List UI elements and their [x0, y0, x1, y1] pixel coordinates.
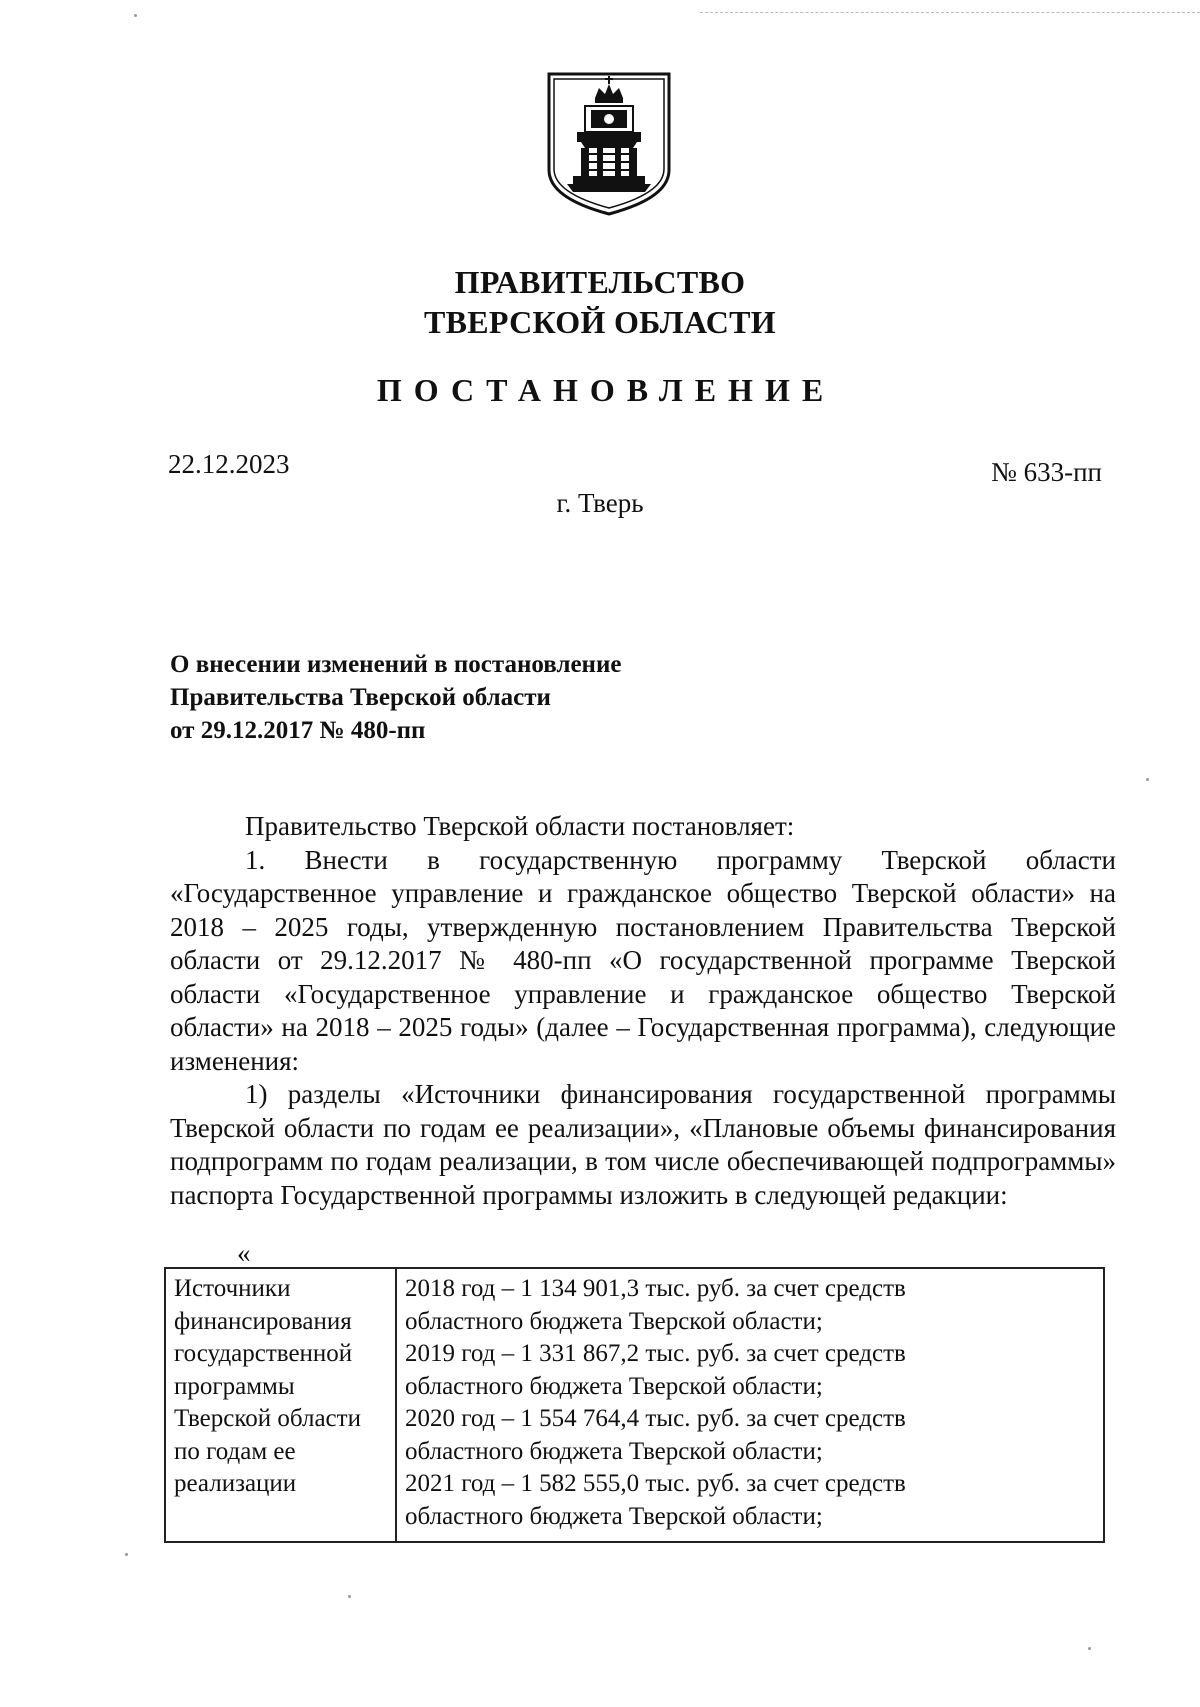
scan-speck [125, 1553, 128, 1556]
item-1-1-paragraph: 1) разделы «Источники финансирования государственной программы Тверской области по годам ее реализации», «Плановые объемы финансирования подпрограмм по годам реализации, в том числе обеспечивающей подпрограммы» паспорта Государственной программы изложить в следующей редакции: [170, 1079, 1116, 1210]
government-title-line1: ПРАВИТЕЛЬСТВО [454, 264, 746, 300]
value-line: 2018 год – 1 134 901,3 тыс. руб. за счет средств [405, 1275, 906, 1302]
value-line: 2021 год – 1 582 555,0 тыс. руб. за счет средств [405, 1470, 906, 1497]
label-line: государственной [174, 1340, 353, 1367]
value-line: 2019 год – 1 331 867,2 тыс. руб. за счет средств [405, 1340, 906, 1367]
scan-speck [134, 14, 137, 17]
value-line: областного бюджета Тверской области; [405, 1502, 823, 1530]
subject-line2: Правительства Тверской области [170, 684, 551, 711]
subject-line3: от 29.12.2017 № 480-пп [170, 717, 426, 744]
document-type: ПОСТАНОВЛЕНИЕ [376, 372, 836, 408]
preamble-paragraph: Правительство Тверской области постановляет: [245, 811, 795, 841]
document-city: г. Тверь [556, 488, 644, 518]
scan-speck [1146, 778, 1149, 781]
value-line: областного бюджета Тверской области; [405, 1307, 823, 1335]
coat-of-arms-emblem [545, 70, 673, 218]
document-number: № 633-пп [991, 457, 1102, 487]
subject-line1: О внесении изменений в постановление [170, 651, 622, 678]
document-subject [170, 648, 621, 747]
label-line: реализации [174, 1470, 297, 1497]
label-line: по годам ее [174, 1437, 296, 1465]
label-line: программы [174, 1372, 295, 1400]
label-line: финансирования [174, 1307, 352, 1335]
document-body [170, 810, 1116, 1212]
scan-edge-line [700, 12, 1200, 13]
item-1-paragraph: 1. Внести в государственную программу Тверской области «Государственное управление и гражданское общество Тверской области» на 2018 – 2025 годы, утвержденную постановлением Правительства Тверской области от 29.12.2017 № 480-пп «О государственной программе Тверской области «Государственное управление и гражданское общество Тверской области» на 2018 – 2025 годы» (далее – Государственная программа), следующие изменения: [170, 844, 1116, 1076]
government-title-line2: ТВЕРСКОЙ ОБЛАСТИ [423, 304, 777, 340]
label-line: Тверской области [174, 1405, 361, 1432]
document-date: 22.12.2023 [168, 449, 290, 479]
value-line: областного бюджета Тверской области; [405, 1372, 823, 1400]
opening-quote-mark: « [237, 1238, 251, 1268]
table-row [165, 1268, 1104, 1542]
government-title [0, 262, 1200, 342]
financing-label-cell [165, 1268, 396, 1542]
scan-speck [1088, 1647, 1091, 1650]
scan-speck [348, 1595, 351, 1598]
value-line: областного бюджета Тверской области; [405, 1437, 823, 1465]
financing-table [164, 1267, 1105, 1543]
value-line: 2020 год – 1 554 764,4 тыс. руб. за счет средств [405, 1405, 906, 1432]
financing-values-cell [396, 1268, 1104, 1542]
label-line: Источники [174, 1275, 291, 1302]
